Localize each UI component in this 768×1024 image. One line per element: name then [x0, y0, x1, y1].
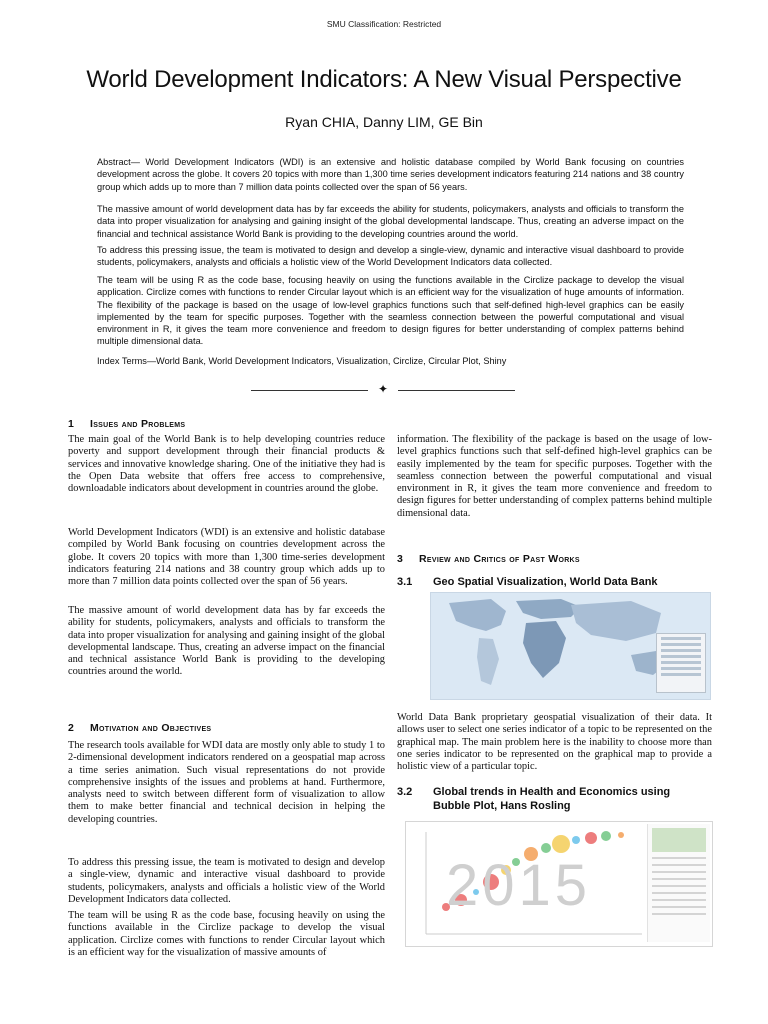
map-legend: [656, 633, 706, 693]
subsection-3-2-heading: [397, 786, 712, 813]
paper-authors: Ryan CHIA, Danny LIM, GE Bin: [285, 114, 483, 130]
subsection-3-1-text: World Data Bank proprietary geospatial visualization of their data. It allows user to select one series indicator of a topic to be represented on the graphical map. The main problem here is the inability to choose more than one series indicator to be represented on the graphical map to provide a holistic view of a particular topic.: [397, 712, 712, 773]
abstract-paragraph-2: The massive amount of world development data has by far exceeds the ability for students, policymakers, analysts and officials to transform the data into proper visualization for analysing and gaining insight of the global developmental landscape. Thus, creating an adverse impact on the financial and technical assistance World Bank is providing to the developing countries around the world.: [97, 204, 684, 239]
section-2-paragraph-2: To address this pressing issue, the team is motivated to design and develop a single-view, dynamic and interactive visual dashboard to provide students, policymakers, analysts and officials a holistic view of the World Development Indicators data collected.: [68, 857, 385, 905]
index-terms: Index Terms—World Bank, World Development Indicators, Visualization, Circlize, Circular Plot, Shiny: [97, 356, 507, 366]
section-title: Issues and Problems: [90, 418, 186, 430]
section-2-heading: [68, 722, 385, 734]
mini-map: [652, 828, 706, 852]
section-1-heading: [68, 418, 385, 430]
subsection-title: Geo Spatial Visualization, World Data Bank: [433, 576, 658, 588]
abstract-paragraph-4: The team will be using R as the code base, focusing heavily on using the functions available in the Circlize package to develop the visual application. Circlize comes with functions to render Circular layout which is an efficient way for the visualization of huge amounts of information. The flexibility of the package is based on the usage of low-level graphics functions such that self-defined high-level graphics can be easily implemented by the team for specific purposes. Together with the seamless connection between the powerful computational and visual environment in R, it gives the team more convenience and freedom to design figures for better understanding of complex patterns behind multiple dimensional data.: [97, 275, 684, 347]
bubble-year-label: 2015: [446, 853, 592, 918]
subsection-3-1-heading: [397, 576, 712, 590]
divider-ornament-icon: ✦: [378, 382, 389, 396]
section-2-paragraph-1: The research tools available for WDI data are mostly only able to study 1 to 2-dimensional development indicators rendered on a geospatial map across a time series animation. Such visual representations do not provide comprehensive insights of the issues and problems at hand. Furthermore, analysts need to switch between different form of visualization to allow them to make better financial and technical decision in helping the developing countries.: [68, 740, 385, 825]
subsection-title: Global trends in Health and Economics using Bubble Plot, Hans Rosling: [433, 786, 671, 812]
bubble-side-panel: [647, 824, 710, 942]
subsection-number: 3.1: [397, 576, 413, 588]
section-title: Review and Critics of Past Works: [419, 553, 580, 565]
section-number: 3: [397, 553, 403, 565]
section-2-paragraph-3: The team will be using R as the code base, focusing heavily on using the functions available in the Circlize package to develop the visual application. Circlize comes with functions to render Circular layout which is an efficient way for the visualization of massive amounts of: [68, 910, 385, 958]
section-number: 1: [68, 418, 74, 430]
divider-line-right: [398, 390, 515, 391]
column-2-continuation: information. The flexibility of the package is based on the usage of low-level graphics functions such that self-defined high-level graphics can be easily implemented by the team for specific purposes. Together with the seamless connection between the powerful computational and visual environment in R, it gives the team more convenience and freedom to design figures for better understanding of complex patterns behind multiple dimensional data.: [397, 434, 712, 519]
section-title: Motivation and Objectives: [90, 722, 212, 734]
section-3-heading: [397, 553, 712, 565]
section-1-paragraph-2: World Development Indicators (WDI) is an extensive and holistic database compiled by World Bank focusing on countries development across the globe. It covers 20 topics with more than 1,300 time-series development indicators featuring 214 nations and 38 country group which adds up to more than 7 million data points collected over the span of 56 years.: [68, 527, 385, 588]
abstract-paragraph-1: Abstract— World Development Indicators (WDI) is an extensive and holistic database compiled by World Bank focusing on countries development across the globe. It covers 20 topics with more than 1,300 time series development indicators featuring 214 nations and 38 country group which adds up to more than 7 million data points collected over the span of 56 years.: [97, 157, 684, 192]
section-1-paragraph-3: The massive amount of world development data has by far exceeds the ability for students, policymakers, analysts and officials to transform the data into proper visualization for analysing and gaining insight of the global developmental landscape. Thus, creating an adverse impact on the financial and technical assistance World Bank is providing to the developing countries around the world.: [68, 605, 385, 678]
section-divider: [0, 382, 768, 396]
geo-map-figure: [430, 592, 711, 700]
bubble-plot-figure: [405, 821, 713, 947]
classification-label: SMU Classification: Restricted: [326, 19, 442, 29]
paper-title: World Development Indicators: A New Visual Perspective: [86, 66, 682, 93]
section-number: 2: [68, 722, 74, 734]
divider-line-left: [251, 390, 368, 391]
subsection-number: 3.2: [397, 786, 413, 798]
abstract-paragraph-3: To address this pressing issue, the team is motivated to design and develop a single-view, dynamic and interactive visual dashboard to provide students, policymakers, analysts and officials a holistic view of the World Development Indicators data collected.: [97, 245, 684, 268]
section-1-paragraph-1: The main goal of the World Bank is to help developing countries reduce poverty and support development through their financial products & services and innovative knowledge sharing. One of the initiative they had is the Open Data website that offers free access to comprehensive, downloadable indicators about development in countries around the globe.: [68, 434, 385, 495]
